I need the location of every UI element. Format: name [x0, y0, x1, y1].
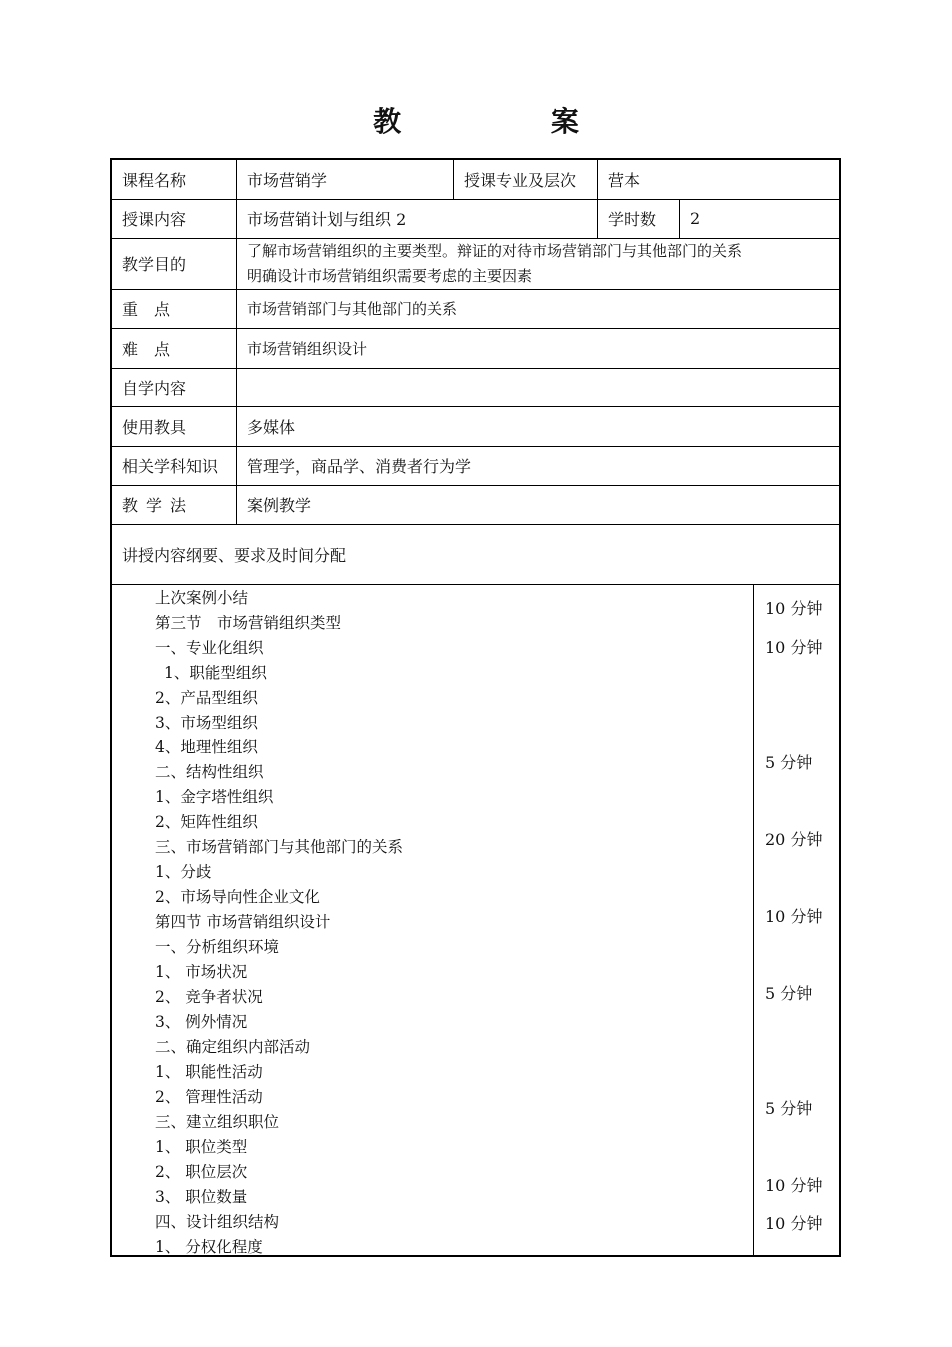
row-course: [112, 160, 839, 200]
row-key: [112, 289, 839, 329]
time-entry: 5 分钟: [765, 753, 813, 772]
content-label: 授课内容: [122, 210, 187, 229]
objective-line-2: 明确设计市场营销组织需要考虑的主要因素: [247, 266, 533, 285]
major-value: 营本: [597, 160, 839, 199]
outline-item: 1、 分权化程度: [155, 1238, 263, 1256]
outline-item: 1、 职能性活动: [155, 1063, 263, 1081]
content-value: 市场营销计划与组织 2: [236, 199, 597, 238]
time-allocation-column: [754, 584, 839, 1255]
outline-item: 1、职能型组织: [164, 664, 267, 682]
outline-item: 2、 管理性活动: [155, 1088, 263, 1106]
outline-item: 第三节 市场营销组织类型: [155, 614, 342, 632]
time-entry: 5 分钟: [765, 1099, 813, 1118]
outline-item: 2、市场导向性企业文化: [155, 888, 320, 906]
outline-item: 3、市场型组织: [155, 714, 258, 732]
key-label: 重 点: [122, 300, 171, 319]
outline-content: [112, 584, 754, 1255]
hours-label: 学时数: [597, 199, 679, 238]
self-study-value: [236, 368, 839, 406]
row-tools: [112, 406, 839, 447]
tools-label: 使用教具: [122, 417, 187, 437]
outline-item: 一、专业化组织: [155, 639, 264, 657]
course-name-label: 课程名称: [122, 171, 187, 190]
time-entry: 10 分钟: [765, 599, 823, 618]
row-method: [112, 485, 839, 525]
row-self-study: [112, 368, 839, 407]
row-outline-header: [112, 524, 839, 585]
outline-item: 三、市场营销部门与其他部门的关系: [155, 838, 404, 856]
outline-item: 2、 竞争者状况: [155, 988, 263, 1006]
outline-item: 3、 职位数量: [155, 1188, 248, 1206]
major-label: 授课专业及层次: [453, 160, 597, 199]
difficulty-value: 市场营销组织设计: [236, 328, 839, 368]
difficulty-label: 难 点: [122, 339, 171, 359]
outline-item: 1、分歧: [155, 863, 212, 881]
outline-item: 二、结构性组织: [155, 763, 264, 781]
time-entry: 5 分钟: [765, 984, 813, 1003]
outline-item: 4、地理性组织: [155, 738, 258, 756]
outline-item: 二、确定组织内部活动: [155, 1038, 311, 1056]
row-related: [112, 446, 839, 486]
row-objective: [112, 238, 839, 290]
outline-header: 讲授内容纲要、要求及时间分配: [122, 545, 347, 565]
objective-value: [236, 238, 839, 289]
related-label: 相关学科知识: [122, 457, 219, 476]
time-entry: 10 分钟: [765, 1214, 823, 1233]
outline-item: 3、 例外情况: [155, 1013, 248, 1031]
time-entry: 10 分钟: [765, 1176, 823, 1195]
time-entry: 10 分钟: [765, 638, 823, 657]
method-label: 教学法: [122, 496, 195, 515]
outline-item: 1、 职位类型: [155, 1138, 248, 1156]
row-difficulty: [112, 328, 839, 369]
outline-item: 2、 职位层次: [155, 1163, 248, 1181]
outline-item: 1、 市场状况: [155, 963, 248, 981]
outline-item: 三、建立组织职位: [155, 1113, 280, 1131]
lesson-plan-table: [110, 158, 841, 1257]
course-name-value: 市场营销学: [236, 160, 453, 199]
key-value: 市场营销部门与其他部门的关系: [236, 289, 839, 328]
outline-item: 2、矩阵性组织: [155, 813, 258, 831]
outline-item: 一、分析组织环境: [155, 938, 280, 956]
outline-item: 第四节 市场营销组织设计: [155, 913, 331, 931]
page-title: 教 案: [373, 105, 649, 138]
row-content: [112, 199, 839, 239]
objective-line-1: 了解市场营销组织的主要类型。辩证的对待市场营销部门与其他部门的关系: [247, 241, 743, 260]
outline-item: 2、产品型组织: [155, 689, 258, 707]
tools-value: 多媒体: [236, 406, 839, 446]
time-entry: 10 分钟: [765, 907, 823, 926]
time-entry: 20 分钟: [765, 830, 823, 849]
method-value: 案例教学: [236, 485, 839, 524]
related-value: 管理学，商品学、消费者行为学: [236, 446, 839, 485]
objective-label: 教学目的: [122, 255, 187, 274]
outline-item: 上次案例小结: [155, 589, 249, 607]
self-study-label: 自学内容: [122, 378, 187, 398]
outline-item: 四、设计组织结构: [155, 1213, 280, 1231]
hours-value: 2: [679, 199, 839, 238]
outline-item: 1、金字塔性组织: [155, 788, 274, 806]
